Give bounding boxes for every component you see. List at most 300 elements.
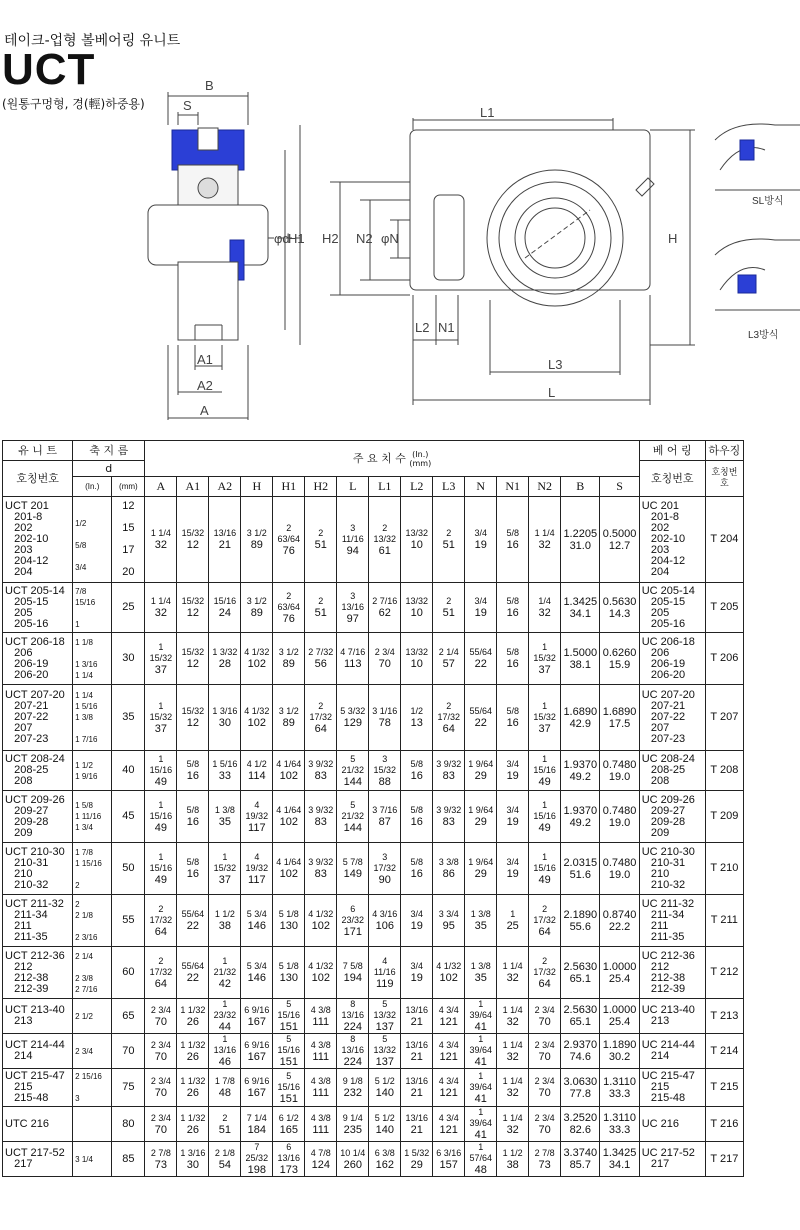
dim-cell-n2	[529, 999, 561, 1034]
dim-mm-value: 51	[314, 539, 327, 551]
dim-cell-n2	[529, 791, 561, 843]
unit-number-cell: UTC 216	[3, 1107, 73, 1142]
dim-inch-value: 2 3/4	[534, 1112, 555, 1123]
dim-inch-value: 1.9370	[563, 758, 598, 771]
dim-mm-value: 19	[410, 920, 423, 932]
dim-mm-value: 12	[186, 717, 199, 729]
table-row	[3, 999, 744, 1034]
dim-cell-a	[145, 1034, 177, 1069]
dim-cell-h2	[305, 895, 337, 947]
dim-mm-value: 167	[247, 1015, 266, 1028]
dim-mm-value: 17.5	[608, 717, 631, 730]
bearing-number-cell: UC 208-24 208-25 208	[639, 751, 705, 791]
dim-inch-value: 1 1/4	[150, 596, 171, 606]
shaft-mm-cell: 70	[112, 1034, 145, 1069]
dim-inch-value: 3/4	[506, 805, 519, 815]
dim-cell-n	[465, 633, 497, 685]
dim-cell-n	[465, 583, 497, 633]
dim-mm-value: 19	[410, 972, 423, 984]
dim-cell-b	[561, 751, 600, 791]
dim-inch-value: 55/64	[469, 647, 492, 657]
dim-inch-value: 4 3/4	[438, 1004, 459, 1015]
spec-table	[2, 440, 744, 1177]
shaft-mm-cell: 80	[112, 1107, 145, 1142]
table-row	[3, 1107, 744, 1142]
dim-inch-value: 2 63/64	[277, 522, 301, 544]
dim-cell-a2	[209, 583, 241, 633]
dim-cell-n2	[529, 1107, 561, 1142]
dim-inch-value: 7 1/4	[246, 1112, 267, 1123]
dim-mm-value: 70	[154, 1050, 167, 1063]
dim-mm-value: 157	[439, 1158, 458, 1171]
dim-cell-a2	[209, 895, 241, 947]
dim-cell-a	[145, 895, 177, 947]
dim-mm-value: 94	[346, 544, 359, 557]
label-N2: N2	[356, 231, 373, 246]
dim-cell-b	[561, 791, 600, 843]
col-header-n2: N2	[529, 477, 561, 497]
dim-cell-h	[241, 1034, 273, 1069]
dim-inch-value: 4 1/64	[276, 759, 302, 769]
dim-mm-value: 30	[186, 1158, 199, 1171]
dim-mm-value: 37	[538, 722, 551, 735]
dim-cell-l3	[433, 685, 465, 751]
dim-mm-value: 162	[375, 1158, 394, 1171]
housing-number-cell: T 213	[705, 999, 743, 1034]
dim-cell-a1	[177, 1034, 209, 1069]
dim-inch-value: 1.1890	[602, 1039, 637, 1051]
dim-inch-value: 5/8	[506, 528, 519, 538]
dim-inch-value: 2 13/32	[373, 522, 397, 544]
dim-mm-value: 26	[186, 1015, 199, 1028]
col-header-a1: A1	[177, 477, 209, 497]
dim-cell-h1	[273, 583, 305, 633]
dim-mm-value: 22.2	[608, 920, 631, 933]
dim-mm-value: 49	[154, 873, 167, 886]
dim-mm-value: 86	[442, 868, 455, 880]
dim-mm-value: 130	[279, 972, 298, 984]
dim-mm-value: 90	[378, 873, 391, 886]
shaft-d-header: d	[73, 461, 145, 477]
dim-cell-h	[241, 843, 273, 895]
dim-cell-s	[600, 583, 639, 633]
dim-inch-value: 55/64	[181, 909, 205, 919]
dim-cell-h1	[273, 791, 305, 843]
housing-header: 하우징	[705, 441, 743, 461]
dim-inch-value: 1 15/16	[149, 799, 173, 821]
dim-cell-a	[145, 999, 177, 1034]
dim-inch-value: 0.5630	[602, 595, 637, 608]
dim-inch-value: 2 17/32	[149, 955, 173, 977]
dim-mm-value: 140	[375, 1087, 394, 1099]
dim-inch-value: 4 3/8	[310, 1112, 331, 1123]
dim-mm-value: 14.3	[608, 607, 631, 620]
dim-mm-value: 111	[312, 1087, 330, 1099]
dim-inch-value: 13/16	[405, 1076, 428, 1086]
dim-mm-value: 64	[314, 722, 327, 735]
shaft-inch-cell: 1 1/8 1 3/16 1 1/4	[73, 633, 112, 685]
dim-mm-value: 42.9	[569, 717, 591, 730]
dim-cell-a	[145, 791, 177, 843]
dim-inch-value: 5/8	[186, 805, 200, 815]
dim-inch-value: 4 3/8	[310, 1076, 331, 1086]
dim-cell-a	[145, 633, 177, 685]
dim-inch-value: 1 1/4	[502, 1076, 523, 1086]
dim-inch-value: 1 9/64	[468, 857, 494, 867]
dim-cell-n2	[529, 1034, 561, 1069]
dim-inch-value: 9 1/4	[342, 1112, 363, 1123]
dim-inch-value: 2.1890	[563, 908, 598, 921]
dim-cell-b	[561, 497, 600, 583]
dim-cell-l2	[401, 1107, 433, 1142]
label-L2: L2	[415, 320, 430, 335]
dim-mm-value: 64	[538, 977, 551, 990]
dim-mm-value: 51	[314, 607, 327, 619]
dim-inch-value: 0.5000	[602, 527, 637, 540]
dim-inch-value: 2 7/8	[150, 1147, 171, 1158]
label-phi-N: φN	[381, 231, 399, 246]
dim-cell-n2	[529, 895, 561, 947]
housing-number-cell: T 215	[705, 1069, 743, 1107]
dim-mm-value: 30.2	[608, 1051, 631, 1063]
dim-inch-value: 1 7/8	[214, 1076, 235, 1086]
dim-mm-value: 102	[439, 972, 458, 984]
dim-cell-l	[337, 999, 369, 1034]
table-row	[3, 947, 744, 999]
dim-mm-value: 26	[186, 1050, 199, 1063]
shaft-mm-header: (mm)	[112, 477, 145, 497]
dim-mm-value: 117	[248, 821, 266, 834]
housing-number-cell: T 206	[705, 633, 743, 685]
dim-mm-value: 70	[154, 1087, 167, 1099]
dim-cell-a	[145, 583, 177, 633]
dim-inch-value: 3 9/32	[436, 759, 462, 769]
dim-cell-a1	[177, 947, 209, 999]
dim-cell-l	[337, 791, 369, 843]
dim-cell-a	[145, 947, 177, 999]
dim-cell-l	[337, 895, 369, 947]
dim-mm-value: 32	[506, 972, 519, 984]
dim-mm-value: 129	[343, 717, 362, 729]
dim-inch-value: 2 17/32	[309, 700, 333, 722]
shaft-mm-cell: 50	[112, 843, 145, 895]
dim-mm-value: 29	[410, 1158, 423, 1171]
dim-cell-h2	[305, 685, 337, 751]
dim-mm-value: 194	[343, 972, 362, 984]
bearing-number-cell: UC 210-30 210-31 210 210-32	[639, 843, 705, 895]
dim-cell-l3	[433, 1069, 465, 1107]
dim-cell-h1	[273, 1069, 305, 1107]
dim-inch-value: 9 1/8	[342, 1076, 363, 1086]
table-row	[3, 1069, 744, 1107]
unit-number-cell: UCT 212-36 212 212-38 212-39	[3, 947, 73, 999]
dim-cell-s	[600, 843, 639, 895]
dim-inch-value: 1 21/32	[213, 955, 237, 977]
dim-cell-b	[561, 999, 600, 1034]
dim-mm-value: 19.0	[608, 816, 631, 829]
dim-inch-value: 13/16	[405, 1112, 428, 1123]
unit-number-cell: UCT 214-44 214	[3, 1034, 73, 1069]
dim-cell-n2	[529, 497, 561, 583]
dim-inch-value: 1 1/32	[180, 1004, 206, 1015]
dim-mm-value: 25.4	[608, 1016, 631, 1028]
technical-drawing	[0, 0, 800, 440]
dim-inch-value: 3/4	[410, 961, 423, 971]
dim-mm-value: 32	[154, 607, 167, 619]
dim-cell-b	[561, 1034, 600, 1069]
dim-mm-value: 32	[506, 1050, 519, 1063]
dim-inch-value: 2 3/4	[150, 1039, 171, 1050]
dim-mm-value: 124	[311, 1158, 330, 1171]
col-header-l: L	[337, 477, 369, 497]
dim-inch-value: 1 13/16	[213, 1034, 237, 1055]
shaft-mm-cell: 60	[112, 947, 145, 999]
dim-inch-value: 4 3/8	[310, 1004, 331, 1015]
dim-inch-value: 2.9370	[563, 1039, 598, 1051]
dim-cell-l	[337, 685, 369, 751]
dim-inch-value: 1 3/32	[212, 647, 238, 657]
dim-mm-value: 64	[154, 977, 167, 990]
dim-inch-value: 3 1/2	[246, 528, 267, 538]
dim-cell-l1	[369, 633, 401, 685]
dim-cell-n1	[497, 685, 529, 751]
dim-mm-value: 97	[346, 612, 359, 625]
dim-mm-value: 137	[375, 1056, 394, 1068]
dim-inch-value: 0.8740	[602, 908, 637, 921]
dim-mm-value: 89	[250, 607, 263, 619]
dim-inch-value: 3 7/16	[372, 805, 398, 815]
dim-mm-value: 137	[375, 1021, 394, 1033]
dim-mm-value: 12	[186, 658, 199, 670]
dim-cell-h	[241, 751, 273, 791]
dim-inch-value: 4 1/2	[246, 759, 267, 769]
dim-cell-h2	[305, 791, 337, 843]
dim-mm-value: 16	[410, 816, 423, 828]
seal-l3-label: L3방식	[748, 330, 779, 341]
dim-mm-value: 33	[218, 770, 231, 782]
dim-cell-s	[600, 1142, 639, 1177]
dim-mm-value: 102	[279, 868, 298, 880]
dim-inch-value: 1 3/16	[180, 1147, 206, 1158]
dim-cell-h2	[305, 1034, 337, 1069]
dim-mm-value: 16	[186, 868, 199, 880]
shaft-mm-cell: 30	[112, 633, 145, 685]
dim-inch-value: 6 9/16	[244, 1076, 270, 1086]
dim-cell-a2	[209, 751, 241, 791]
dim-cell-l2	[401, 999, 433, 1034]
dim-inch-value: 15/32	[181, 647, 205, 657]
housing-number-cell: T 205	[705, 583, 743, 633]
dim-inch-value: 4 3/16	[372, 909, 398, 919]
dim-inch-value: 5/8	[410, 759, 423, 769]
dim-mm-value: 29	[474, 816, 487, 828]
dim-inch-value: 1 15/32	[213, 851, 237, 873]
dim-mm-value: 260	[343, 1158, 362, 1171]
dim-inch-value: 1.9370	[563, 804, 598, 817]
dim-cell-l1	[369, 497, 401, 583]
dim-mm-value: 26	[186, 1087, 199, 1099]
shaft-inch-cell: 2 1/4 2 3/8 2 7/16	[73, 947, 112, 999]
unit-number-cell: UCT 211-32 211-34 211 211-35	[3, 895, 73, 947]
dim-cell-l2	[401, 497, 433, 583]
dim-inch-value: 3/4	[410, 909, 423, 919]
dim-mm-value: 48	[474, 1164, 487, 1176]
dim-mm-value: 16	[186, 770, 199, 782]
dim-inch-value: 1 23/32	[213, 999, 237, 1020]
dim-cell-h1	[273, 895, 305, 947]
dim-inch-value: 6 3/8	[374, 1147, 395, 1158]
dim-cell-l3	[433, 1107, 465, 1142]
dim-mm-value: 111	[312, 1015, 330, 1028]
dim-cell-b	[561, 633, 600, 685]
dim-cell-n1	[497, 791, 529, 843]
dim-inch-value: 1 1/4	[502, 1112, 523, 1123]
dim-cell-h2	[305, 999, 337, 1034]
dim-inch-value: 3/4	[506, 857, 519, 867]
dim-mm-value: 49	[154, 821, 167, 834]
dim-inch-value: 55/64	[181, 961, 205, 971]
unit-number-cell: UCT 217-52 217	[3, 1142, 73, 1177]
dim-inch-value: 1.3110	[603, 1075, 636, 1088]
dim-mm-value: 41	[474, 1056, 487, 1068]
dim-cell-a	[145, 497, 177, 583]
dim-cell-a	[145, 751, 177, 791]
dim-mm-value: 25.4	[608, 972, 631, 985]
label-S: S	[183, 98, 192, 113]
table-row	[3, 843, 744, 895]
dim-cell-a2	[209, 1069, 241, 1107]
dim-mm-value: 146	[247, 972, 266, 984]
dim-inch-value: 1 15/32	[533, 641, 556, 663]
dim-cell-b	[561, 895, 600, 947]
dim-mm-value: 22	[186, 920, 199, 932]
dim-cell-l	[337, 1107, 369, 1142]
dim-inch-value: 5 1/2	[374, 1076, 395, 1086]
dim-inch-value: 1 39/64	[469, 1107, 492, 1128]
dim-mm-value: 29	[474, 868, 487, 880]
housing-sub-header: 호칭번호	[705, 461, 743, 497]
dim-inch-value: 2 7/8	[534, 1147, 555, 1158]
dim-cell-h1	[273, 843, 305, 895]
dim-mm-value: 49	[538, 821, 551, 834]
dim-inch-value: 4 1/64	[276, 857, 302, 867]
dim-inch-value: 7 5/8	[342, 961, 363, 971]
dim-cell-h2	[305, 947, 337, 999]
dim-mm-value: 32	[154, 539, 167, 551]
dim-cell-h2	[305, 1069, 337, 1107]
dim-mm-value: 29	[474, 770, 487, 782]
dim-inch-value: 3 1/2	[278, 706, 299, 716]
dim-inch-value: 5/8	[186, 759, 200, 769]
dim-inch-value: 5 1/8	[278, 909, 299, 919]
dim-mm-value: 35	[474, 920, 487, 932]
dim-cell-h	[241, 1107, 273, 1142]
dim-mm-value: 26	[186, 1123, 199, 1136]
dim-mm-value: 88	[378, 775, 391, 788]
dim-mm-value: 171	[343, 925, 362, 938]
dim-cell-n1	[497, 1034, 529, 1069]
dim-inch-value: 1 39/64	[469, 1070, 492, 1092]
dim-mm-value: 32	[506, 1123, 519, 1136]
dim-inch-value: 4 1/32	[436, 961, 462, 971]
dim-inch-value: 5 13/32	[373, 1034, 397, 1055]
table-row	[3, 1142, 744, 1177]
shaft-inch-cell: 1 1/2 1 9/16	[73, 751, 112, 791]
dim-inch-value: 3/4	[474, 596, 487, 606]
dim-cell-l	[337, 1034, 369, 1069]
dim-inch-value: 15/16	[213, 596, 237, 606]
dim-inch-value: 3 1/2	[278, 647, 299, 657]
dim-mm-value: 34.1	[569, 607, 591, 620]
dim-mm-value: 22	[474, 717, 487, 729]
dim-mm-value: 21	[410, 1123, 423, 1136]
dim-mm-value: 76	[282, 544, 295, 557]
shaft-mm-cell: 12 15 17 20	[112, 497, 145, 583]
dim-inch-value: 15/32	[181, 528, 205, 538]
dim-inch-value: 4 19/32	[245, 851, 269, 873]
shaft-in-header: (In.)	[73, 477, 112, 497]
dim-inch-value: 3 9/32	[308, 805, 334, 815]
dim-inch-value: 1.2205	[563, 527, 598, 540]
dim-inch-value: 1 1/4	[502, 1004, 523, 1015]
model-title: UCT	[2, 45, 96, 94]
dim-mm-value: 19	[474, 607, 487, 619]
dim-mm-value: 64	[154, 925, 167, 938]
dim-inch-value: 5 21/32	[341, 799, 365, 821]
dim-cell-n	[465, 751, 497, 791]
dim-inch-value: 4 1/32	[308, 961, 334, 971]
label-A1: A1	[197, 352, 213, 367]
dim-mm-value: 62	[378, 607, 391, 619]
dim-inch-value: 1 15/32	[149, 641, 173, 663]
shaft-inch-cell: 1 5/8 1 11/16 1 3/4	[73, 791, 112, 843]
housing-number-cell: T 207	[705, 685, 743, 751]
dim-mm-value: 10	[410, 658, 423, 670]
dim-mm-value: 10	[410, 539, 423, 551]
dim-inch-value: 3 1/16	[372, 706, 398, 716]
dim-mm-value: 70	[538, 1123, 551, 1136]
bearing-number-cell: UC 206-18 206 206-19 206-20	[639, 633, 705, 685]
dim-mm-value: 83	[314, 770, 327, 782]
dim-mm-value: 32	[506, 1015, 519, 1028]
dim-inch-value: 2 1/4	[438, 647, 459, 657]
bearing-number-cell: UC 211-32 211-34 211 211-35	[639, 895, 705, 947]
dim-cell-l	[337, 751, 369, 791]
dim-inch-value: 6 3/16	[436, 1147, 462, 1158]
label-A: A	[200, 403, 209, 418]
dim-mm-value: 51	[442, 539, 455, 551]
dim-cell-l	[337, 1069, 369, 1107]
dim-inch-value: 5/8	[186, 857, 200, 867]
dim-inch-value: 1.3110	[603, 1112, 636, 1124]
dim-mm-value: 140	[375, 1123, 394, 1136]
col-header-l2: L2	[401, 477, 433, 497]
dim-mm-value: 149	[343, 868, 362, 880]
dim-mm-value: 51	[442, 607, 455, 619]
unit-number-cell: UCT 210-30 210-31 210 210-32	[3, 843, 73, 895]
shaft-inch-cell: 2 3/4	[73, 1034, 112, 1069]
dim-inch-value: 4 3/4	[438, 1076, 459, 1086]
dim-mm-value: 15.9	[608, 658, 631, 671]
label-H2: H2	[322, 231, 339, 246]
dim-inch-value: 2 7/32	[308, 647, 334, 657]
dim-cell-n1	[497, 1107, 529, 1142]
dim-inch-value: 4 3/8	[310, 1039, 331, 1050]
dim-cell-h	[241, 895, 273, 947]
dim-inch-value: 5 1/2	[374, 1112, 395, 1123]
label-N1: N1	[438, 320, 455, 335]
shaft-inch-cell: 1 1/4 1 5/16 1 3/8 1 7/16	[73, 685, 112, 751]
